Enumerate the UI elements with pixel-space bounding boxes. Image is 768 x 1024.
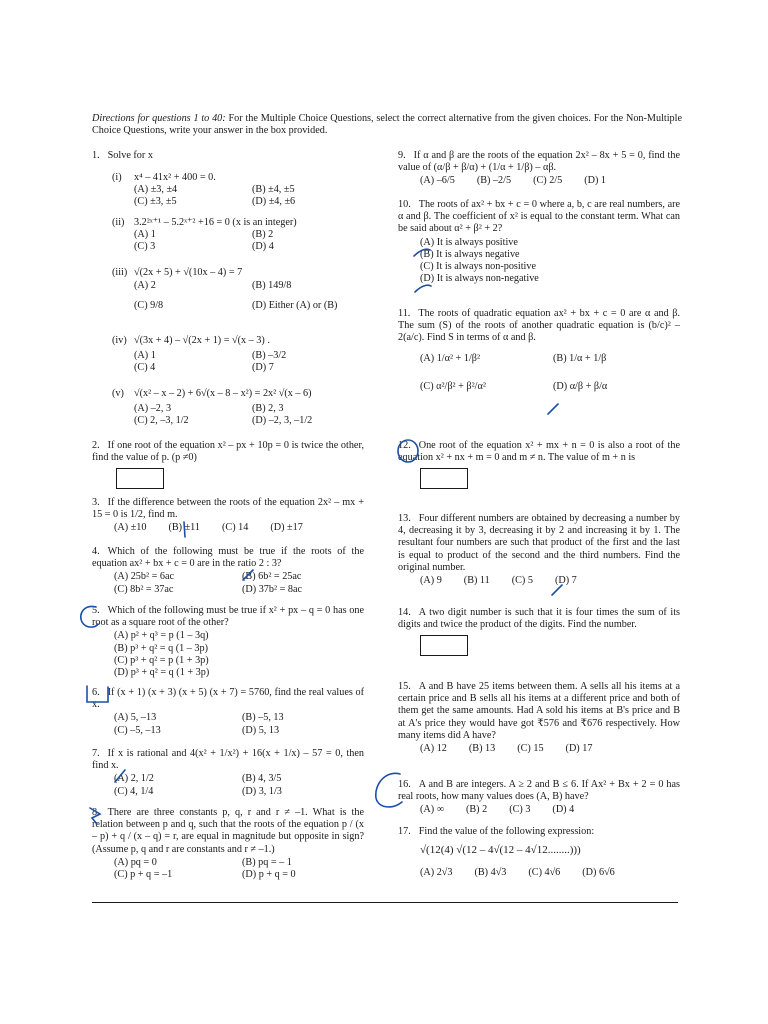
question-stem: The roots of quadratic equation ax² + bx + c = 0 are α and β. The sum (S) of the roots of another quadratic equation is (b/c)² – 2(a/c). Find S in terms of α and β.	[398, 308, 680, 344]
option-b[interactable]: (B) 149/8	[252, 280, 292, 291]
question-10	[398, 199, 680, 286]
option-c[interactable]: (C) p + q = –1	[114, 869, 173, 881]
option-b[interactable]: (B) 2	[252, 229, 274, 240]
question-stem: A two digit number is such that it is four times the sum of its digits and twice the product of the digits. Find the number.	[398, 607, 680, 631]
option-d[interactable]: (D) ±17	[270, 522, 303, 534]
pen-tick-q4b	[241, 568, 257, 584]
question-8	[92, 807, 364, 881]
option-a[interactable]: (A) 2	[134, 280, 156, 291]
option-a[interactable]: (A) 2√3	[420, 867, 453, 879]
part-equation: √(3x + 4) – √(2x + 1) = √(x – 3) .	[134, 335, 270, 346]
question-number: 10.	[398, 199, 411, 210]
option-d[interactable]: (D) 6√6	[582, 867, 615, 879]
option-c[interactable]: (C) 3	[509, 804, 531, 816]
pen-circle-q12	[396, 438, 422, 464]
option-b[interactable]: (B) –3/2	[252, 350, 287, 361]
directions-lead: Directions for questions 1 to 40:	[92, 113, 226, 124]
option-a[interactable]: (A) 9	[420, 575, 442, 587]
question-17	[398, 826, 680, 880]
question-number: 5.	[92, 605, 100, 616]
question-number: 2.	[92, 440, 100, 451]
option-a[interactable]: (A) ∞	[420, 804, 444, 816]
question-stem: If one root of the equation x² – px + 10p = 0 is twice the other, find the value of p. (p ≠0)	[92, 440, 364, 464]
option-c[interactable]: (C) –5, –13	[114, 724, 161, 736]
option-b[interactable]: (B) ±11	[168, 522, 200, 534]
option-d[interactable]: (D) 7	[252, 362, 274, 374]
option-b[interactable]: (B) ±4, ±5	[252, 184, 295, 195]
footer-rule	[92, 902, 678, 903]
option-b[interactable]: (B) 2	[465, 804, 488, 816]
option-a[interactable]: (A) –6/5	[420, 175, 455, 187]
option-c[interactable]: (C) 8b² = 37ac	[114, 583, 174, 595]
option-c[interactable]: (C) 5	[511, 575, 533, 587]
option-a[interactable]: (A) pq = 0	[114, 856, 157, 868]
option-b[interactable]: (B) 6b² = 25ac	[242, 571, 302, 583]
option-d[interactable]: (D) p + q = 0	[242, 869, 296, 881]
question-stem: If α and β are the roots of the equation 2x² – 8x + 5 = 0, find the value of (α/β + β/α) + (1/α + 1/β) – αβ.	[398, 150, 680, 174]
option-d[interactable]: (D) 37b² = 8ac	[242, 583, 303, 595]
question-stem: There are three constants p, q, r and r ≠ –1. What is the relation between p and q, such that the roots of the equation p / (x – p) + q / (x – q) = r, are equal in magnitude but opposite in sign? (Assume p, q and r are constants and r ≠ –1.)	[92, 807, 364, 855]
pen-tick-q7a	[113, 768, 129, 786]
part-equation: 3.2²ˣ⁺¹ – 5.2ˣ⁺² +16 = 0 (x is an integer)	[134, 217, 297, 228]
option-a[interactable]: (A) 1	[134, 350, 156, 361]
part-equation: √(x² – x – 2) + 6√(x – 8 – x²) = 2x² √(x – 6)	[134, 388, 312, 399]
option-b[interactable]: (B) 2, 3	[252, 403, 284, 414]
option-a[interactable]: (A) 5, –13	[114, 712, 157, 724]
question-number: 14.	[398, 607, 411, 618]
question-1	[92, 150, 364, 162]
question-number: 7.	[92, 748, 100, 759]
q1-part-v	[92, 388, 384, 400]
pen-mark-q8	[88, 806, 104, 826]
question-stem: A and B are integers. A ≥ 2 and B ≤ 6. If Ax² + Bx + 2 = 0 has real roots, how many values does (A, B) have?	[398, 779, 680, 803]
pen-tick-q3b	[180, 520, 190, 540]
option-a[interactable]: (A) 2, 1/2	[114, 773, 154, 785]
option-d[interactable]: (D) 4	[252, 241, 274, 253]
pen-tick-q10a	[412, 246, 432, 260]
question-6	[92, 687, 364, 737]
option-d[interactable]: (D) It is always non-negative	[420, 273, 539, 285]
option-c[interactable]: (C) 4√6	[528, 867, 561, 879]
question-stem: Which of the following must be true if x² + px – q = 0 has one root as a square root of the other?	[92, 605, 364, 629]
answer-box[interactable]	[116, 468, 164, 489]
answer-box[interactable]	[420, 468, 468, 489]
part-label: (iv)	[112, 335, 127, 346]
option-c[interactable]: (C) 15	[517, 743, 544, 755]
question-15	[398, 681, 680, 755]
option-a[interactable]: (A) ±3, ±4	[134, 184, 178, 195]
option-d[interactable]: (D) p³ + q² = q (1 + 3p)	[114, 667, 210, 679]
option-b[interactable]: (B) 4√3	[474, 867, 507, 879]
option-c[interactable]: (C) 2/5	[533, 175, 563, 187]
part-label: (i)	[112, 172, 122, 183]
question-number: 1.	[92, 150, 100, 161]
question-stem: Find the value of the following expression:	[418, 826, 595, 837]
option-d[interactable]: (D) 4	[552, 804, 575, 816]
option-b[interactable]: (B) –2/5	[476, 175, 512, 187]
option-b[interactable]: (B) 11	[463, 575, 490, 587]
question-number: 9.	[398, 150, 406, 161]
pen-circle-q16	[372, 770, 406, 812]
question-number: 4.	[92, 546, 100, 557]
option-a[interactable]: (A) –2, 3	[134, 403, 172, 414]
option-a[interactable]: (A) 1/α² + 1/β²	[420, 352, 481, 364]
question-number: 13.	[398, 513, 411, 524]
part-equation: √(2x + 5) + √(10x – 4) = 7	[134, 267, 243, 278]
question-13	[398, 513, 680, 587]
option-c[interactable]: (C) 4, 1/4	[114, 785, 154, 797]
option-d[interactable]: (D) 3, 1/3	[242, 785, 282, 797]
option-c[interactable]: (C) 4	[134, 362, 156, 374]
option-a[interactable]: (A) 25b² = 6ac	[114, 571, 175, 583]
question-3	[92, 497, 364, 535]
q1-part-iii	[92, 267, 384, 279]
option-a[interactable]: (A) p² + q³ = p (1 – 3q)	[114, 630, 209, 642]
option-d[interactable]: (D) Either (A) or (B)	[252, 300, 338, 311]
option-d[interactable]: (D) 17	[565, 743, 593, 755]
question-stem: Solve for x	[107, 150, 153, 161]
option-c[interactable]: (C) 2, –3, 1/2	[134, 415, 189, 427]
option-d[interactable]: (D) 1	[584, 175, 607, 187]
option-b[interactable]: (B) p³ + q² = q (1 – 3p)	[114, 642, 208, 654]
option-a[interactable]: (A) ±10	[114, 522, 147, 534]
option-c[interactable]: (C) It is always non-positive	[420, 261, 537, 273]
question-stem: If (x + 1) (x + 3) (x + 5) (x + 7) = 5760, find the real values of x.	[92, 687, 364, 711]
part-label: (iii)	[112, 267, 128, 278]
option-c[interactable]: (C) 3	[134, 241, 156, 253]
question-14	[398, 607, 680, 656]
option-d[interactable]: (D) ±4, ±6	[252, 196, 296, 208]
pen-tick-q10d	[413, 282, 433, 296]
option-b[interactable]: (B) 4, 3/5	[242, 773, 282, 785]
question-number: 16.	[398, 779, 411, 790]
option-c[interactable]: (C) 9/8	[134, 300, 164, 311]
option-b[interactable]: (B) –5, 13	[242, 712, 284, 724]
question-number: 17.	[398, 826, 411, 837]
pen-circle-q5	[78, 604, 102, 630]
pen-box-q6	[84, 684, 110, 704]
q1-part-v-options	[92, 403, 364, 427]
question-16	[398, 779, 680, 817]
q1-part-iii-options-2	[92, 300, 364, 312]
question-number: 8.	[92, 807, 100, 818]
question-5	[92, 605, 364, 679]
option-a[interactable]: (A) 12	[420, 743, 447, 755]
q1-part-iv-options	[92, 350, 364, 374]
option-c[interactable]: (C) ±3, ±5	[134, 196, 177, 208]
option-b[interactable]: (B) pq = – 1	[242, 856, 292, 868]
q1-part-ii-options	[92, 229, 364, 253]
part-label: (ii)	[112, 217, 125, 228]
question-4	[92, 546, 364, 596]
question-number: 12.	[398, 440, 411, 451]
question-9	[398, 150, 680, 188]
question-stem: Which of the following must be true if the roots of the equation ax² + bx + c = 0 are in the ratio 2 : 3?	[92, 546, 364, 570]
option-d[interactable]: (D) 5, 13	[242, 724, 280, 736]
option-c[interactable]: (C) 14	[222, 522, 249, 534]
question-number: 6.	[92, 687, 100, 698]
option-a[interactable]: (A) It is always positive	[420, 236, 518, 248]
directions-text: For the Multiple Choice Questions, select the correct alternative from the given choices. For the Non-Multiple Choice Questions, write your answer in the box provided.	[92, 113, 683, 137]
option-b[interactable]: (B) It is always negative	[420, 248, 520, 260]
question-11	[398, 308, 680, 393]
q1-part-iii-options	[92, 280, 364, 292]
option-d[interactable]: (D) 7	[554, 575, 577, 587]
option-b[interactable]: (B) 1/α + 1/β	[553, 352, 607, 364]
question-stem: If the difference between the roots of the equation 2x² – mx + 15 = 0 is 1/2, find m.	[92, 497, 364, 521]
q1-part-i-options	[92, 184, 364, 208]
question-stem: Four different numbers are obtained by decreasing a number by 4, decreasing it by 3, decreasing it by 2 and increasing it by 1. The resultant four numbers are such that product of the first and the last is equal to product of the second and the third numbers. Find the original number.	[398, 513, 680, 573]
q1-part-ii	[92, 217, 384, 229]
question-2	[92, 440, 364, 489]
answer-box[interactable]	[420, 635, 468, 656]
q1-part-iv	[92, 335, 384, 347]
question-stem: If x is rational and 4(x² + 1/x²) + 16(x + 1/x) – 57 = 0, then find x.	[92, 748, 364, 772]
directions	[92, 113, 682, 137]
question-stem: The roots of ax² + bx + c = 0 where a, b, c are real numbers, are α and β. The coefficient of x² is equal to the constant term. What can be said about α² + β² + 2?	[398, 199, 680, 235]
option-b[interactable]: (B) 13	[468, 743, 496, 755]
part-label: (v)	[112, 388, 124, 399]
question-stem: One root of the equation x² + mx + n = 0 is also a root of the equation x² + nx + m = 0 and m ≠ n. The value of m + n is	[398, 440, 680, 464]
option-d[interactable]: (D) α/β + β/α	[553, 380, 608, 392]
option-c[interactable]: (C) p³ + q² = p (1 + 3p)	[114, 654, 209, 666]
option-a[interactable]: (A) 1	[134, 229, 156, 240]
question-number: 3.	[92, 497, 100, 508]
question-number: 15.	[398, 681, 411, 692]
question-7	[92, 748, 364, 798]
q1-part-i	[92, 172, 384, 184]
option-d[interactable]: (D) –2, 3, –1/2	[252, 415, 313, 427]
option-c[interactable]: (C) α²/β² + β²/α²	[420, 380, 486, 392]
nested-radical-expression: √(12(4) √(12 – 4√(12 – 4√12........)))	[420, 844, 581, 857]
question-stem: A and B have 25 items between them. A sells all his items at a certain price and B sells all his items at a different price and both of them get the same amounts. Had A sold his items at B's price and B at A's price they would have got ₹576 and ₹676 respectively. How many items did A have?	[398, 681, 680, 741]
question-number: 11.	[398, 308, 411, 319]
question-12	[398, 440, 680, 489]
part-equation: x⁴ – 41x² + 400 = 0.	[134, 172, 216, 183]
pen-tick-q11d	[546, 402, 562, 418]
pen-tick-q13c	[550, 583, 566, 599]
